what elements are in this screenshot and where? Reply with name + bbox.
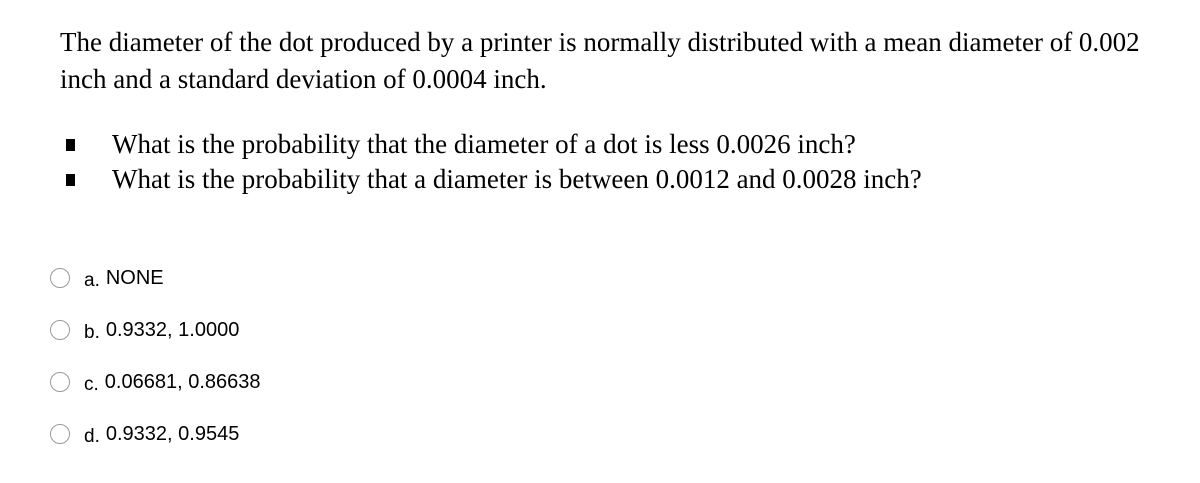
answer-options <box>50 252 260 460</box>
radio-button-icon[interactable] <box>50 320 70 340</box>
answer-option-b[interactable] <box>50 304 260 356</box>
question-text: The diameter of the dot produced by a printer is normally distributed with a mean diameter of 0.002 inch and a standard deviation of 0.0004 inch. <box>60 27 1140 94</box>
answer-option-c[interactable] <box>50 356 260 408</box>
option-letter: a. <box>84 270 100 291</box>
question-part <box>66 127 922 162</box>
radio-button-icon[interactable] <box>50 268 70 288</box>
option-text: 0.9332, 1.0000 <box>105 318 240 341</box>
answer-option-a[interactable] <box>50 252 260 304</box>
question-part <box>66 162 922 197</box>
square-bullet-icon <box>66 139 75 151</box>
option-letter: b. <box>84 322 100 343</box>
option-letter: d. <box>84 426 100 447</box>
option-text: NONE <box>105 266 164 289</box>
question-part-text: What is the probability that a diameter is between 0.0012 and 0.0028 inch? <box>112 164 922 194</box>
option-letter: c. <box>84 374 99 395</box>
question-part-text: What is the probability that the diameter of a dot is less 0.0026 inch? <box>112 129 856 159</box>
option-text: 0.06681, 0.86638 <box>104 370 261 393</box>
question-parts-list <box>66 127 922 197</box>
square-bullet-icon <box>66 174 75 186</box>
option-text: 0.9332, 0.9545 <box>105 422 240 445</box>
radio-button-icon[interactable] <box>50 372 70 392</box>
radio-button-icon[interactable] <box>50 424 70 444</box>
answer-option-d[interactable] <box>50 408 260 460</box>
